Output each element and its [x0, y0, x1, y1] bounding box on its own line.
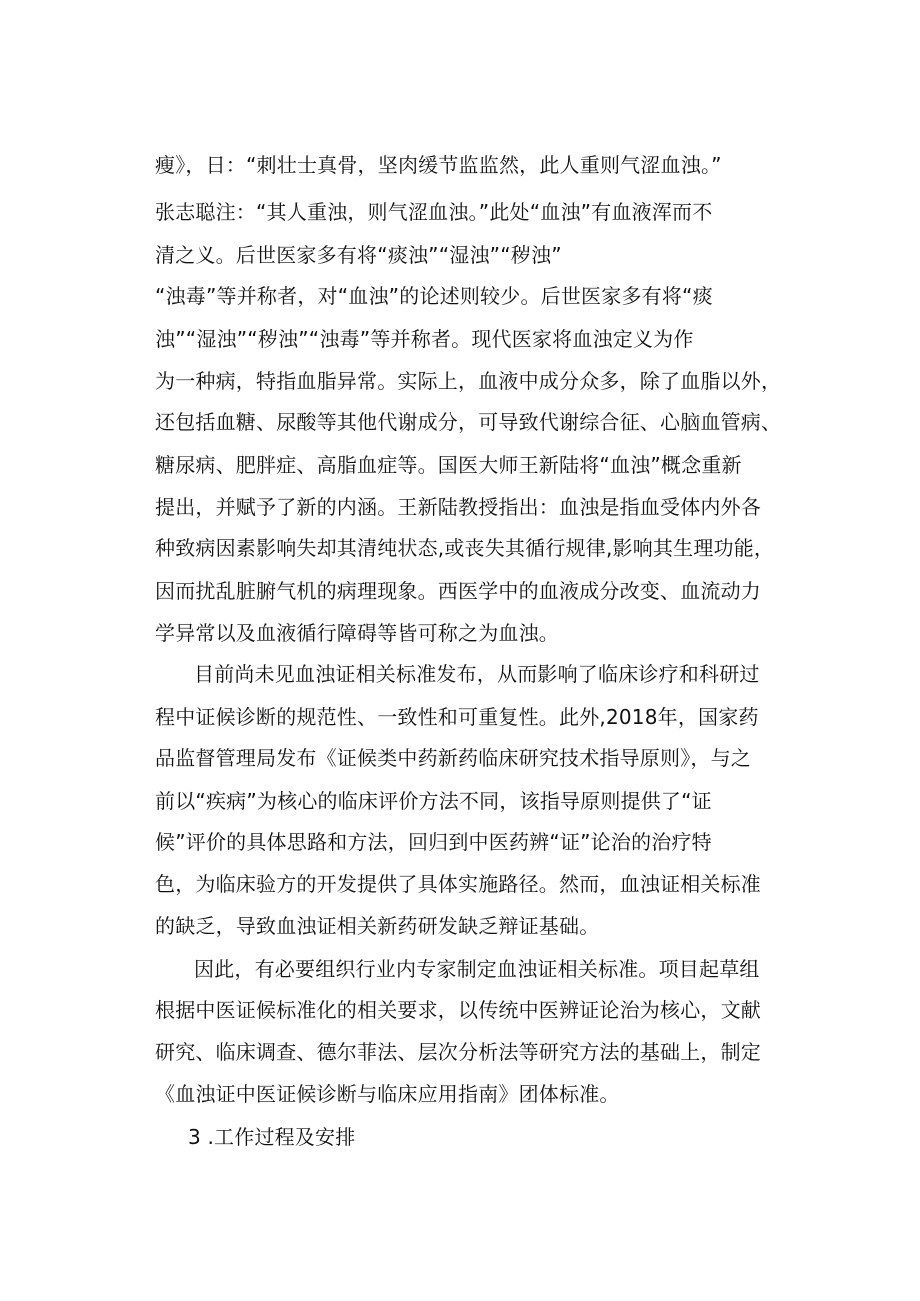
paragraph-2-line-1: 目前尚未见血浊证相关标准发布，从而影响了临床诊疗和科研过: [194, 662, 760, 686]
text-line-4: “浊毒”等并称者，对“血浊”的论述则较少。后世医家多有将“痰: [155, 284, 713, 308]
text-line-3: 清之义。后世医家多有将“痰浊”“湿浊”“秽浊”: [155, 243, 562, 267]
text-line-12: 学异常以及血液循行障碍等皆可称之为血浊。: [155, 621, 559, 645]
paragraph-3-line-1: 因此，有必要组织行业内专家制定血浊证相关标准。项目起草组: [194, 957, 760, 981]
text-line-6: 为一种病，特指血脂异常。实际上，血液中成分众多，除了血脂以外，: [155, 369, 782, 393]
paragraph-2-line-3: 品监督管理局发布《证候类中药新药临床研究技术指导原则》，与之: [155, 746, 751, 770]
text-line-9: 提出，并赋予了新的内涵。王新陆教授指出：血浊是指血受体内外各: [155, 495, 761, 519]
text-line-2: 张志聪注：“其人重浊，则气涩血浊。”此处“血浊”有血液浑而不: [155, 200, 713, 224]
paragraph-3-line-3: 研究、临床调查、德尔菲法、层次分析法等研究方法的基础上，制定: [155, 1040, 761, 1064]
paragraph-3-line-2: 根据中医证候标准化的相关要求，以传统中医辨证论治为核心，文献: [155, 998, 761, 1022]
section-heading: 3 .工作过程及安排: [188, 1125, 356, 1149]
paragraph-2-line-4: 前以“疾病”为核心的临床评价方法不同，该指导原则提供了“证: [155, 789, 712, 813]
text-line-1: 瘦》，日：“刺壮士真骨，坚肉缓节监监然，此人重则气涩血浊。”: [155, 153, 722, 177]
paragraph-2-line-2: 程中证候诊断的规范性、一致性和可重复性。此外,2018年，国家药: [155, 705, 759, 729]
text-line-11: 因而扰乱脏腑气机的病理现象。西医学中的血液成分改变、血流动力: [155, 579, 761, 603]
paragraph-3-line-4: 《血浊证中医证候诊断与临床应用指南》团体标准。: [155, 1082, 620, 1106]
text-line-8: 糖尿病、肥胖症、高脂血症等。国医大师王新陆将“血浊”概念重新: [155, 453, 742, 477]
paragraph-2-line-6: 色，为临床验方的开发提供了具体实施路径。然而，血浊证相关标准: [155, 872, 761, 896]
text-line-5: 浊”“湿浊”“秽浊”“浊毒”等并称者。现代医家将血浊定义为作: [155, 327, 694, 351]
text-line-7: 还包括血糖、尿酸等其他代谢成分，可导致代谢综合征、心脑血管病、: [155, 410, 782, 434]
paragraph-2-line-7: 的缺乏，导致血浊证相关新药研发缺乏辩证基础。: [155, 914, 600, 938]
text-line-10: 种致病因素影响失却其清纯状态,或丧失其循行规律,影响其生理功能，: [155, 536, 775, 560]
paragraph-2-line-5: 候”评价的具体思路和方法，回归到中医药辨“证”论治的治疗特: [155, 830, 712, 854]
